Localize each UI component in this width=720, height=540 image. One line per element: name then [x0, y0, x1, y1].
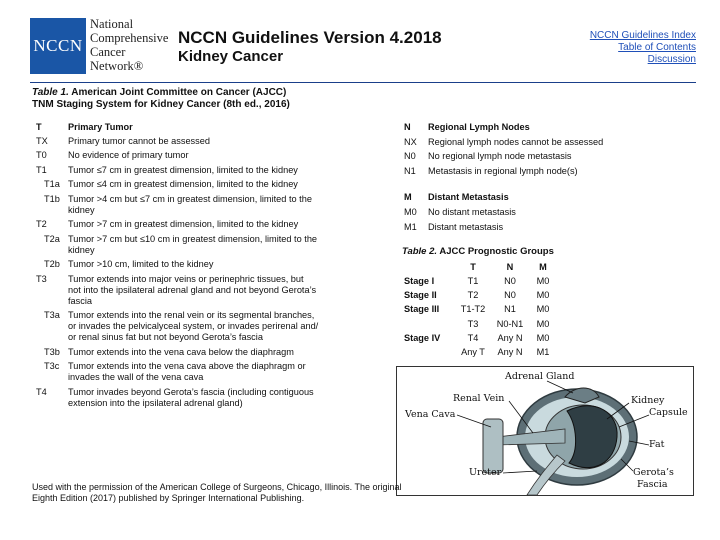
stage-label: Stage II — [404, 290, 437, 301]
node-description: No regional lymph node metastasis — [428, 151, 572, 161]
tumor-code: T4 — [36, 386, 47, 397]
tumor-code: T0 — [36, 150, 47, 160]
stage-m-value: M0 — [536, 290, 550, 301]
tumor-description: Tumor extends into the vena cava above the diaphragm or — [68, 361, 306, 371]
tumor-code: T3b — [44, 346, 60, 357]
fat-label: Fat — [649, 439, 665, 450]
column-header-n: N — [506, 262, 514, 272]
tumor-description: invades the wall of the vena cava — [68, 372, 204, 382]
vena-cava-label: Vena Cava — [405, 409, 456, 420]
nodes-header: Regional Lymph Nodes — [428, 122, 530, 132]
tumor-code: T1 — [36, 164, 47, 175]
stage-t-value: T4 — [467, 332, 479, 343]
tumor-description: Tumor extends into major veins or perinephric tissues, but — [68, 273, 304, 284]
adrenal-gland-label: Adrenal Gland — [505, 371, 575, 382]
stage-m-value: M0 — [536, 276, 550, 286]
tumor-code: T3c — [44, 361, 60, 371]
stage-n-value: N0 — [504, 290, 516, 301]
nodes-header-code: N — [404, 122, 411, 132]
tumor-code: T3 — [36, 273, 47, 284]
ureter-label: Ureter — [469, 467, 502, 478]
tumor-description: not into the ipsilateral adrenal gland and not beyond Gerota’s — [68, 284, 317, 295]
stage-m-value: M1 — [536, 347, 550, 357]
top-nav-links — [590, 30, 696, 66]
table1-caption: Table 1. American Joint Committee on Cancer (AJCC) TNM Staging System for Kidney Cancer (8th ed., 2016) — [32, 87, 290, 110]
stage-m-value: M0 — [536, 318, 550, 329]
stage-label: Stage III — [404, 304, 440, 315]
stage-t-value: T3 — [467, 318, 479, 329]
stage-n-value: N1 — [504, 304, 516, 315]
tumor-description: Tumor ≤7 cm in greatest dimension, limited to the kidney — [68, 164, 298, 175]
tumor-description: kidney — [68, 244, 95, 255]
column-header-m: M — [539, 262, 547, 272]
kidney-anatomy-diagram — [396, 366, 694, 496]
tumor-description: Tumor ≤4 cm in greatest dimension, limited to the kidney — [68, 179, 298, 189]
node-code: N1 — [404, 165, 416, 176]
tumor-description: fascia — [68, 295, 93, 306]
tumor-description: Tumor extends into the vena cava below the diaphragm — [68, 346, 294, 357]
tumor-code: T1b — [44, 193, 60, 204]
tumor-code: T2b — [44, 259, 60, 269]
nccn-wordmark: National Comprehensive Cancer Network® — [90, 17, 169, 73]
table2-caption: Table 2. AJCC Prognostic Groups — [402, 246, 554, 257]
tumor-code: T3a — [44, 310, 60, 320]
stage-t-value: Any T — [461, 347, 485, 357]
stage-n-value: N0-N1 — [496, 318, 524, 329]
primary-tumor-header-code: T — [36, 122, 42, 132]
vena-cava-shape — [483, 419, 503, 473]
metastasis-code: M0 — [404, 207, 417, 217]
stage-t-value: T1-T2 — [460, 304, 486, 315]
page-subtitle: Kidney Cancer — [178, 48, 284, 65]
tumor-description: Tumor >10 cm, limited to the kidney — [68, 259, 214, 269]
tumor-code: TX — [36, 135, 48, 146]
node-code: N0 — [404, 151, 416, 161]
metastasis-description: No distant metastasis — [428, 207, 516, 217]
tumor-description: Tumor >4 cm but ≤7 cm in greatest dimension, limited to the — [68, 193, 312, 204]
metastasis-code: M1 — [404, 221, 417, 232]
permission-footer: Used with the permission of the American College of Surgeons, Chicago, Illinois. The original Eighth Edition (2017) published by Springer International Publishing. — [32, 482, 402, 503]
tumor-code: T2 — [36, 219, 47, 229]
capsule-label: Capsule — [649, 407, 688, 418]
nccn-logo: NCCN — [30, 18, 86, 74]
node-description: Metastasis in regional lymph node(s) — [428, 165, 578, 176]
gerotas-label: Gerota’s — [633, 467, 674, 478]
metastasis-header-code: M — [404, 192, 412, 202]
stage-t-value: T2 — [467, 290, 479, 301]
header-divider — [30, 82, 696, 83]
stage-n-value: N0 — [504, 276, 516, 286]
column-header-t: T — [470, 262, 476, 272]
tumor-code: T2a — [44, 233, 60, 244]
tumor-description: or renal sinus fat but not beyond Gerota’s fascia — [68, 332, 263, 342]
page-title: NCCN Guidelines Version 4.2018 — [178, 28, 442, 47]
stage-m-value: M0 — [536, 304, 550, 315]
node-code: NX — [404, 136, 417, 147]
tumor-description: kidney — [68, 204, 95, 215]
kidney-label: Kidney — [631, 395, 665, 406]
stage-label: Stage I — [404, 276, 435, 286]
stage-t-value: T1 — [467, 276, 479, 286]
metastasis-header: Distant Metastasis — [428, 192, 509, 202]
tumor-description: Tumor >7 cm but ≤10 cm in greatest dimension, limited to the — [68, 233, 318, 244]
tumor-code: T1a — [44, 179, 60, 189]
metastasis-description: Distant metastasis — [428, 221, 504, 232]
tumor-description: Primary tumor cannot be assessed — [68, 135, 210, 146]
tumor-description: extension into the ipsilateral adrenal gland) — [68, 397, 243, 408]
tumor-description: Tumor invades beyond Gerota’s fascia (including contiguous — [68, 386, 314, 397]
primary-tumor-header: Primary Tumor — [68, 122, 133, 132]
tumor-description: or invades the pelvicalyceal system, or invades perirenal and/ — [68, 321, 319, 331]
stage-label: Stage IV — [404, 332, 441, 343]
stage-n-value: Any N — [497, 347, 523, 357]
renal-vein-label: Renal Vein — [453, 393, 505, 404]
tumor-description: Tumor extends into the renal vein or its segmental branches, — [68, 310, 315, 320]
guidelines-index-link[interactable]: NCCN Guidelines Index — [589, 30, 696, 41]
stage-n-value: Any N — [497, 332, 523, 343]
tumor-description: No evidence of primary tumor — [68, 150, 189, 160]
tumor-description: Tumor >7 cm in greatest dimension, limited to the kidney — [68, 219, 299, 229]
stage-m-value: M0 — [536, 332, 550, 343]
table-of-contents-link[interactable]: Table of Contents — [618, 42, 696, 53]
node-description: Regional lymph nodes cannot be assessed — [428, 136, 604, 147]
discussion-link[interactable]: Discussion — [647, 54, 696, 65]
fascia-label: Fascia — [637, 479, 668, 490]
